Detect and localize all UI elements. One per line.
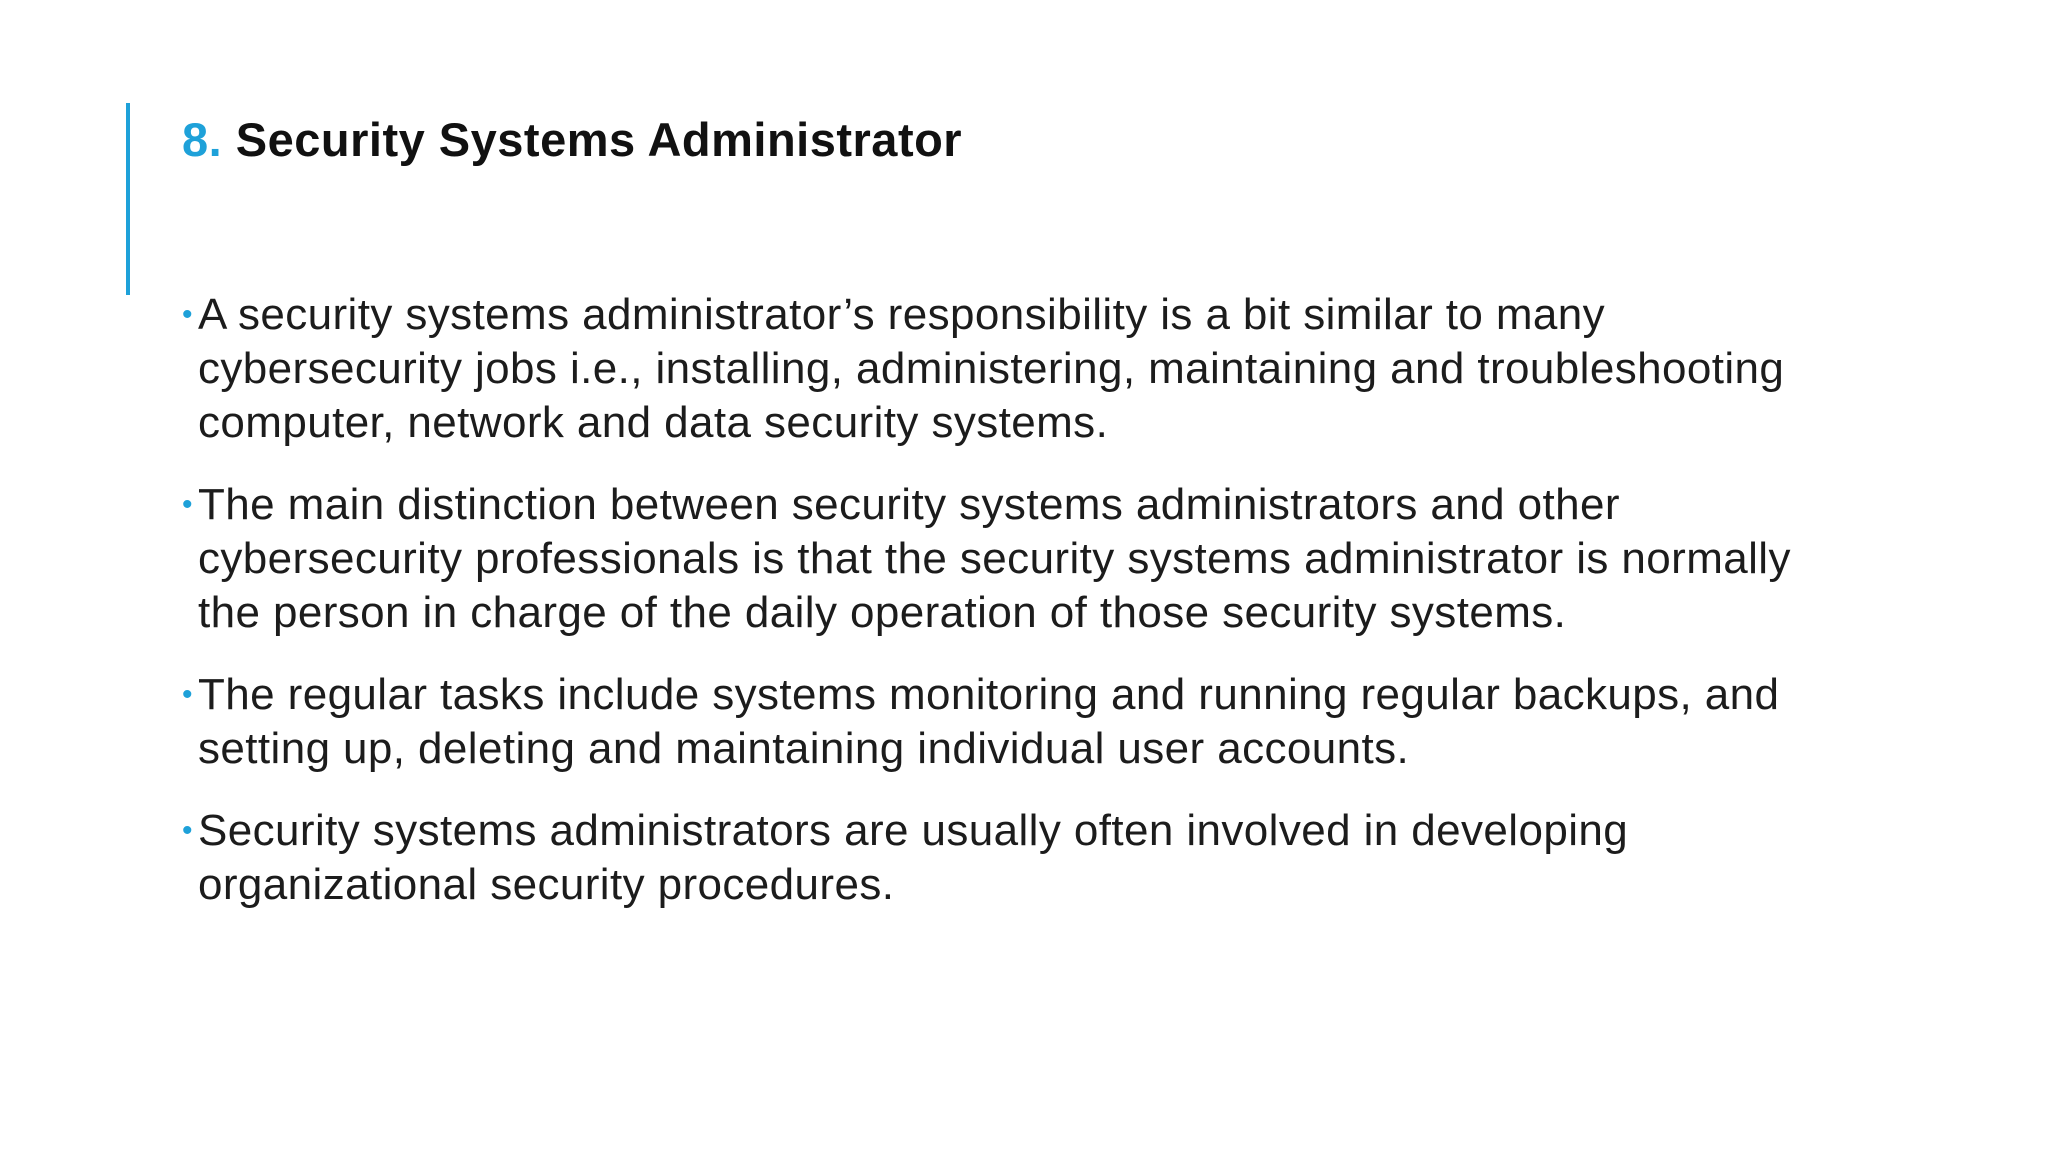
title-accent-bar <box>126 103 130 295</box>
bullet-icon: • <box>182 814 193 847</box>
bullet-list <box>182 288 1822 940</box>
bullet-item <box>182 804 1822 912</box>
bullet-text: The main distinction between security systems administrators and other cybersecurity professionals is that the security systems administrator is normally the person in charge of the daily operation of those security systems. <box>198 480 1791 637</box>
bullet-item <box>182 478 1822 640</box>
bullet-text: The regular tasks include systems monitoring and running regular backups, and setting up, deleting and maintaining individual user accounts. <box>198 670 1780 773</box>
slide-title <box>182 112 962 167</box>
title-number: 8. <box>182 113 223 166</box>
bullet-icon: • <box>182 298 193 331</box>
bullet-text: Security systems administrators are usually often involved in developing organizational security procedures. <box>198 806 1629 909</box>
bullet-item <box>182 668 1822 776</box>
bullet-icon: • <box>182 488 193 521</box>
title-text: Security Systems Administrator <box>235 113 963 166</box>
bullet-item <box>182 288 1822 450</box>
bullet-text: A security systems administrator’s responsibility is a bit similar to many cybersecurity jobs i.e., installing, administering, maintaining and troubleshooting computer, network and data security systems. <box>198 290 1785 447</box>
bullet-icon: • <box>182 678 193 711</box>
